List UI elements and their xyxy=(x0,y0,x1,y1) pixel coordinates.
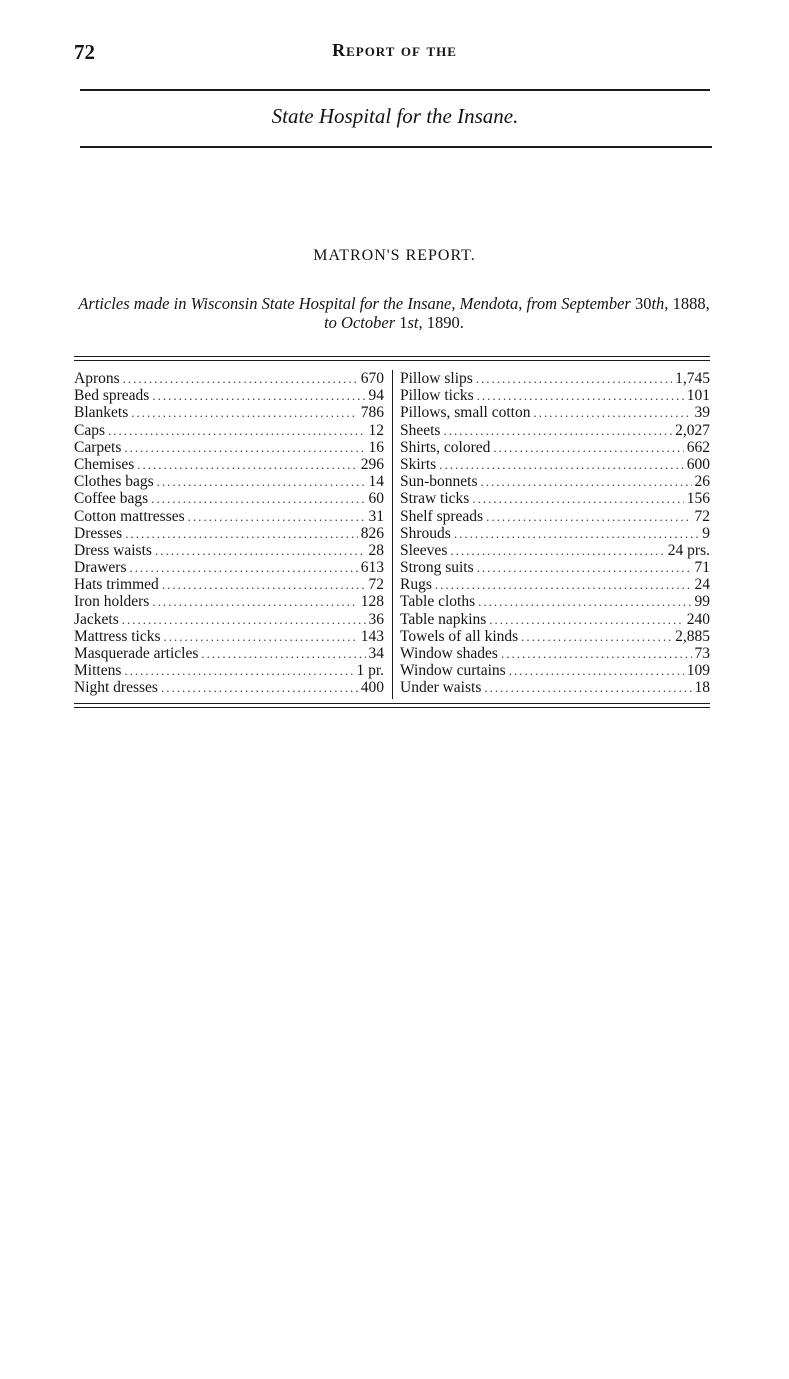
item-quantity: 826 xyxy=(360,524,384,542)
table-row xyxy=(400,611,710,628)
caption-number-2: 1888, xyxy=(672,294,710,313)
table-row xyxy=(400,387,710,404)
dot-leader xyxy=(137,456,357,473)
table-row xyxy=(74,593,384,610)
item-quantity: 14 xyxy=(368,473,384,491)
item-quantity: 24 prs. xyxy=(667,541,710,559)
table-row xyxy=(74,404,384,421)
table-row xyxy=(74,679,384,696)
item-label: Masquerade articles xyxy=(74,645,199,662)
table-row xyxy=(400,559,710,576)
table-row xyxy=(400,679,710,696)
item-label: Straw ticks xyxy=(400,490,470,508)
item-quantity: 24 xyxy=(694,576,710,594)
caption-text-1: Articles made in Wisconsin State Hospital for the Insane, Mendota, from September xyxy=(78,294,635,313)
dot-leader xyxy=(481,473,692,490)
item-label: Pillows, small cotton xyxy=(400,404,531,422)
dot-leader xyxy=(152,387,365,404)
header-rule-bottom xyxy=(80,146,712,148)
dot-leader xyxy=(124,439,365,456)
dot-leader xyxy=(439,456,684,473)
table-rule-bottom-1 xyxy=(74,703,710,704)
item-label: Coffee bags xyxy=(74,490,149,508)
item-quantity: 400 xyxy=(360,679,384,697)
dot-leader xyxy=(489,611,683,628)
dot-leader xyxy=(155,542,366,559)
item-quantity: 156 xyxy=(686,490,710,508)
item-label: Bed spreads xyxy=(74,387,150,405)
table-row xyxy=(400,456,710,473)
item-label: Shirts, colored xyxy=(400,438,491,456)
dot-leader xyxy=(521,628,672,645)
table-row xyxy=(400,628,710,645)
item-quantity: 36 xyxy=(368,610,384,628)
item-quantity: 786 xyxy=(360,404,384,422)
table-row xyxy=(400,593,710,610)
item-label: Clothes bags xyxy=(74,473,154,491)
item-label: Pillow ticks xyxy=(400,387,474,405)
item-quantity: 73 xyxy=(694,645,710,662)
item-quantity: 60 xyxy=(368,490,384,508)
dot-leader xyxy=(164,628,358,645)
running-head: Report of the xyxy=(332,40,457,60)
dot-leader xyxy=(161,679,358,696)
item-label: Under waists xyxy=(400,679,482,697)
section-title: MATRON'S REPORT. xyxy=(313,247,476,264)
table-row xyxy=(400,525,710,542)
dot-leader xyxy=(131,404,358,421)
dot-leader xyxy=(188,508,366,525)
item-quantity: 128 xyxy=(360,593,384,611)
item-label: Table cloths xyxy=(400,593,476,611)
dot-leader xyxy=(477,559,692,576)
table-left-column xyxy=(74,370,384,697)
dot-leader xyxy=(125,525,358,542)
table-row xyxy=(74,662,384,679)
table-row xyxy=(74,387,384,404)
item-label: Aprons xyxy=(74,370,120,387)
item-label: Caps xyxy=(74,421,105,439)
item-label: Table napkins xyxy=(400,610,487,628)
item-label: Jackets xyxy=(74,610,119,628)
caption xyxy=(74,294,714,332)
table-row xyxy=(400,508,710,525)
item-quantity: 31 xyxy=(368,507,384,525)
dot-leader xyxy=(476,370,672,387)
item-quantity: 26 xyxy=(694,473,710,491)
dot-leader xyxy=(477,387,684,404)
item-label: Window shades xyxy=(400,645,498,662)
item-quantity: 101 xyxy=(686,387,710,405)
dot-leader xyxy=(123,370,358,387)
item-quantity: 662 xyxy=(686,438,710,456)
item-quantity: 94 xyxy=(368,387,384,405)
item-label: Shelf spreads xyxy=(400,507,484,525)
table-row xyxy=(74,490,384,507)
dot-leader xyxy=(122,611,366,628)
dot-leader xyxy=(493,439,683,456)
dot-leader xyxy=(157,473,366,490)
item-quantity: 99 xyxy=(694,593,710,611)
table-row xyxy=(400,576,710,593)
item-label: Rugs xyxy=(400,576,432,594)
dot-leader xyxy=(130,559,358,576)
table-row xyxy=(74,576,384,593)
item-label: Strong suits xyxy=(400,559,474,577)
item-quantity: 600 xyxy=(686,455,710,473)
table-row xyxy=(400,490,710,507)
dot-leader xyxy=(472,490,683,507)
table-row xyxy=(400,370,710,387)
table-row xyxy=(74,525,384,542)
item-quantity: 16 xyxy=(368,438,384,456)
item-label: Drawers xyxy=(74,559,127,577)
item-label: Iron holders xyxy=(74,593,150,611)
table-row xyxy=(74,542,384,559)
table-row xyxy=(74,628,384,645)
item-label: Chemises xyxy=(74,455,135,473)
item-quantity: 1 pr. xyxy=(356,662,384,680)
table-row xyxy=(400,439,710,456)
item-label: Dresses xyxy=(74,524,123,542)
table-row xyxy=(400,404,710,421)
table-row xyxy=(74,439,384,456)
dot-leader xyxy=(478,593,691,610)
table-row xyxy=(74,456,384,473)
item-label: Sleeves xyxy=(400,541,448,559)
table-row xyxy=(74,370,384,387)
table-rule-bottom-2 xyxy=(74,707,710,708)
item-label: Shrouds xyxy=(400,524,451,542)
table-row xyxy=(400,473,710,490)
item-label: Window curtains xyxy=(400,662,506,680)
item-quantity: 143 xyxy=(360,627,384,645)
item-quantity: 613 xyxy=(360,559,384,577)
table-row xyxy=(400,542,710,559)
dot-leader xyxy=(151,490,365,507)
item-quantity: 72 xyxy=(694,507,710,525)
dot-leader xyxy=(484,679,691,696)
caption-text-2: th, xyxy=(651,294,673,313)
dot-leader xyxy=(486,508,691,525)
page-number: 72 xyxy=(74,40,95,64)
item-quantity: 670 xyxy=(360,370,384,387)
dot-leader xyxy=(152,593,357,610)
item-quantity: 72 xyxy=(368,576,384,594)
dot-leader xyxy=(201,645,365,662)
item-label: Hats trimmed xyxy=(74,576,159,594)
caption-number-1: 30 xyxy=(634,294,652,313)
dot-leader xyxy=(162,576,366,593)
table-row xyxy=(400,662,710,679)
item-quantity: 2,027 xyxy=(675,421,710,439)
item-quantity: 9 xyxy=(702,524,710,542)
item-label: Mittens xyxy=(74,662,122,680)
table-row xyxy=(74,473,384,490)
item-quantity: 12 xyxy=(368,421,384,439)
table-rule-top-1 xyxy=(74,356,710,357)
dot-leader xyxy=(533,404,691,421)
item-quantity: 28 xyxy=(368,541,384,559)
item-quantity: 2,885 xyxy=(675,627,710,645)
item-quantity: 71 xyxy=(694,559,710,577)
item-quantity: 34 xyxy=(368,645,384,662)
caption-text-4: st, xyxy=(407,313,427,332)
item-label: Carpets xyxy=(74,438,122,456)
item-label: Cotton mattresses xyxy=(74,507,185,525)
dot-leader xyxy=(454,525,699,542)
item-quantity: 240 xyxy=(686,610,710,628)
item-label: Sheets xyxy=(400,421,441,439)
table-column-divider xyxy=(392,370,393,699)
item-quantity: 1,745 xyxy=(675,370,710,387)
table-row xyxy=(74,422,384,439)
dot-leader xyxy=(450,542,664,559)
dot-leader xyxy=(501,645,692,662)
header-rule-top xyxy=(80,89,710,91)
caption-text-3: to October xyxy=(324,313,400,332)
caption-number-4: 1890. xyxy=(426,313,464,332)
dot-leader xyxy=(108,422,366,439)
subtitle: State Hospital for the Insane. xyxy=(271,104,519,128)
item-quantity: 39 xyxy=(694,404,710,422)
item-quantity: 109 xyxy=(686,662,710,680)
item-label: Blankets xyxy=(74,404,129,422)
dot-leader xyxy=(124,662,353,679)
item-label: Dress waists xyxy=(74,541,152,559)
item-quantity: 18 xyxy=(694,679,710,697)
item-label: Skirts xyxy=(400,455,437,473)
item-label: Towels of all kinds xyxy=(400,627,519,645)
dot-leader xyxy=(435,576,692,593)
table-right-column xyxy=(400,370,710,697)
item-label: Pillow slips xyxy=(400,370,473,387)
item-label: Sun-bonnets xyxy=(400,473,478,491)
item-label: Mattress ticks xyxy=(74,627,161,645)
caption-number-3: 1 xyxy=(399,313,408,332)
table-row xyxy=(74,559,384,576)
dot-leader xyxy=(509,662,684,679)
table-row xyxy=(74,645,384,662)
dot-leader xyxy=(443,422,672,439)
item-label: Night dresses xyxy=(74,679,158,697)
table-rule-top-2 xyxy=(74,360,710,361)
table-row xyxy=(74,611,384,628)
table-row xyxy=(400,645,710,662)
item-quantity: 296 xyxy=(360,455,384,473)
table-row xyxy=(74,508,384,525)
table-row xyxy=(400,422,710,439)
